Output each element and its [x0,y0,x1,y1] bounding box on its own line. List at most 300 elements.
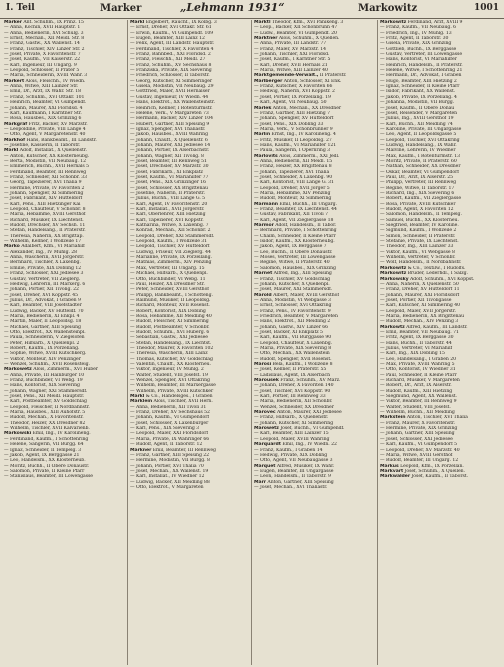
directory-entry: — Karl, Ing., XIX Döbling 15 [380,351,445,357]
directory-entry: — Josef, Bäcker, XI Enkplatz 5 [254,329,323,335]
directory-entry: Marklein Alois, Tischler, XVII Hern. [130,399,213,405]
directory-entry: — Chaim, Schneider, II Kleine Pfarr [254,233,336,239]
column-3 [254,20,374,665]
directory-entry: — Rudolf, Fleischer, XI Simmering [130,319,209,325]
directory-entry: — Wenzel, Schuhm., XVII Rosensteig. [4,362,90,367]
directory-entry: — Ernst, Mechan., XII Meidl. Str. 8 [4,36,85,42]
directory-entry: — Leop., Bäcker, XII Schönbrunn 47 [254,25,338,31]
directory-entry: — Mathias, Zimmerm., XIV Penzing [130,260,212,266]
directory-entry: — Johann, Maurer, XXI Floridsd. 4 [4,105,83,111]
directory-entry: — Heinrich, Kellner, I Rotenturmstr. [130,105,213,111]
directory-entry: — Samuel, Buchh., XX Klosterneu. [380,217,459,223]
directory-entry: — Josefine, Näherin, II Praterstr. [130,191,206,196]
directory-entry: — Josef, Schneider, X Laxenbg. 90 [254,174,333,180]
directory-entry: — Anna, Bedienerin, XII Tivoli 31 [130,404,207,410]
directory-entry: — Salomon, Private, II Kleine Pfarr [4,468,85,474]
directory-entry: — Max, Private, XVIII Währing 5 [380,362,455,367]
directory-entry: — Johann, Tapezierer, XVI Thalia [254,169,330,175]
directory-entry: — Theodor, Maurer, X Favoriten 102 [130,345,214,351]
directory-entry: — Erwin, Kaufm., VI Gumpendf. 109 [130,30,214,36]
directory-entry: — Moritz, Buchh., II Obere Donaustr. [4,463,90,469]
directory-entry: — Josef, Tischler, XVI Koppstr. 90 [254,388,331,394]
column-divider [251,20,252,665]
directory-entry: Marker Ant. Schuhm., IX Prinz. 15 [4,20,84,25]
directory-entry: — Karl, Pens., XIII Hietzinger Kai [4,201,81,207]
directory-entry: — Richard, Monteur, XVII Rosenst. [130,303,210,309]
directory-entry: — Wilhelm, Buchh., XII Meidling [380,410,455,416]
directory-entry: — Maria, Bedienerin, XX Brigittenau [380,313,465,319]
directory-entry: — Isidor, Fabrikant, XX Wallenst. [380,89,456,95]
column-divider [377,20,378,665]
directory-entry: — Josef, Mechan., XX Wallenst. 19 [130,468,209,474]
directory-entry: — Hermann, Dr., Advokat, I Graben [380,73,462,79]
directory-entry: — Jakob, Hausbes., XVIII Währing [130,132,208,138]
directory-entry: Marlovits Alois, Zimmerm., XXI Jedl. [254,153,340,159]
directory-entry: — Anna, Wäscherin, XVII Jörgerstr. [4,255,85,261]
directory-entry: — Maria, Private, IX Währinger 66 [130,436,210,442]
directory-entry: — Max, Kaufm., I Rotenturmstr. 13 [380,153,460,159]
directory-entry: — Ferdinand, Tischler, X Favoriten 4 [130,46,214,52]
directory-entry: — Ferdinand, Beamter, III Rennweg [4,169,87,175]
page-header [0,0,504,19]
part-label: I. Teil [6,3,35,13]
directory-entry: Markert Alois, Fleischh., IV Wiedn. [4,78,86,84]
directory-entry: — Franz, Pens., IV Favoritenstr. 9 [254,308,331,314]
directory-entry: Marosi Béla, Kaufm., I Wollzeile 8 [254,362,333,367]
directory-entry: — Robert, Kaufm., VII Zieglergasse [380,196,461,202]
directory-entry: — Josef, Pens., XII Meidl. Hauptstr. [4,394,85,400]
directory-entry: — Salomon, Hausbes., XIX Grinzing [254,265,336,271]
directory-entry: — Wilhelm, Tischler, XVII Kalvarienb. [4,426,90,432]
directory-entry: — Hermine, Private, IV Favoriten 2 [4,185,85,191]
directory-entry: — Leopoldine, Private, VIII Lange 4 [4,126,86,132]
directory-entry: — Wilhelm, Kellner, I Wollzeile 17 [4,239,82,245]
directory-entry: — Martin, Maler, II Leopoldsg. 18 [4,319,82,325]
directory-entry: — Karl, Kutscher, XI Simmering 40 [380,303,460,309]
directory-entry: — Helene, Verk., V Margareten 73 [130,110,209,116]
directory-entry: — Karl, Installat., IV Wiedner 12 [130,474,205,480]
directory-entry: — Hans, Elektrot., XII Meidling 2 [254,319,331,325]
directory-entry: — Leopold, Dreher, XV Märzstr. 40 [380,447,460,453]
directory-entry: — Josef, Kaufm., VII Kaiserstr. 22 [4,57,81,63]
directory-entry: Markvart Josef, Schuhm., X Quellen. [380,468,465,474]
directory-entry: — Anna, Köchin, XVII Hauptstr. 1 [4,25,81,31]
directory-entry: — Josef, Portier, IX Porzellang. 19 [254,94,331,100]
directory-entry: — Paul, Heizer, XX Dresdner Str. [130,281,205,287]
directory-entry: — Leopold, Dreher, XVII Jörger 5 [254,185,330,191]
directory-entry: Marousek Franz, Schuhm., XV März. [254,378,341,384]
directory-entry: — Otto, Agent, V Margaretenstr. 40 [4,132,86,138]
directory-entry: — Salomon, Handelsm., II Tempelg. [380,212,462,218]
directory-entry: — Rosa, Hausbes., XIX Grinzing 6 [4,116,82,122]
directory-entry: — Anna, Private, III Landstr. 77 [254,41,327,47]
directory-entry: — Raimund, Musiker, II Leopoldsg. [130,297,211,303]
directory-entry: — Georg, Kutscher, XI Simmeringer [130,78,213,84]
directory-entry: — Leopold, Fleischer, II Nordbahnstr. [4,404,90,410]
directory-entry: — Karl, Agent, IV Favoritenstr. 20 [130,201,208,207]
directory-entry: — Maria, Hausbes., XIII Auhofstr. 5 [4,410,86,416]
directory-entry: — Moses, Vertreter, III Löwengasse [254,255,336,261]
directory-entry: — Maria, Verk., V Schönbrunner 9 [254,126,333,132]
directory-entry: — Johann, Dreher, X Favoriten 140 [254,383,334,389]
directory-entry: — Leo, Handelsang., I Graben 20 [380,356,456,362]
directory-entry: — Robert, Dr., Arzt, IX Alserstr. [380,383,452,389]
directory-entry: — Siegmund, Agent, XX Wallenst. [380,394,457,400]
directory-entry: — Franz, Heizer, XX Brigittenau 8 [254,164,332,170]
directory-entry: — Johann, Spengler, XI Simmering [4,191,84,196]
directory-entry: — Ernst, Schlosser, XVI Ottakring [254,303,332,309]
directory-entry: — Konrad, Mechan., XII Schönbr. 2 [130,228,211,234]
directory-entry: Marowetz Josef, Buchh., VI Gumpendf. [254,426,345,432]
directory-entry: Markus Leopold, Kfm., IX Porzellan. [380,463,464,469]
directory-entry: Marktgemeinde-Verwalt., II Praterstr. [254,73,347,79]
directory-entry: — Theodor, Ing., XIII Lainzer 33 [380,244,454,250]
directory-entry: — Hubert, Gärtner, XIII Speising 9 [130,121,210,127]
directory-entry: — Karl, Dreher, XVII Hernals 21 [254,62,328,68]
directory-entry: — Karl, Installat., XVII Jörgerstr. [130,207,205,213]
directory-entry: — Franz, Maler, XV Märzstr. 14 [254,46,326,52]
directory-entry: — Moritz, Private, II Praterstr. 60 [380,158,457,164]
directory-entry: — Emil, Beamter, VII Neubaug. 71 [380,329,459,335]
directory-entry: — Josef, Schlosser, X Laxenburger [130,420,209,426]
directory-entry: — Gisela, Private, XIX Grinzing [380,41,452,47]
right-guide-word: Markowitz [358,3,418,14]
directory-entry: — Franz, Hilfsarb., X Quellenstr. [254,415,329,421]
directory-entry: — Karl, Kaufm., VI Gumpendorf 5 [380,442,458,448]
directory-entry: — Marianne, Private, IX Porzellang. [130,255,212,261]
directory-entry: — Maria, Hebamme, XIV Penzing [254,191,331,196]
directory-entry: — Philipp, Vertreter, III Rennweg [380,180,456,186]
directory-entry: — Gottfried, Maler, XVII Hernalser [130,89,210,95]
directory-entry: — Josef, Kaufm., II Obere Donau [380,105,455,111]
column-4 [380,20,500,665]
directory-entry: — Rosa, Private, XVIII Kutschker [380,201,456,207]
directory-entry: — Richard, Musiker, IX Liechtenst. [4,217,84,223]
directory-entry: — Johann, Gärtner, XIII Speising [380,431,455,437]
directory-entry: — Hans, Kontorist, XIX Sievering [4,383,80,389]
directory-entry: — Franziska, Private, XIX Sievering [130,68,212,74]
directory-entry: — Otto, Buchbinder, VI Webg. 11 [130,276,206,282]
left-guide-word: Marker [100,3,142,14]
directory-entry: — Josef, Kaufm., I Kärntner Str. 5 [254,57,331,63]
directory-entry: — Franz, Fleischh., XII Meidl. 27 [130,57,206,63]
directory-entry: — Hermann, Bäcker, XIV Linzer 104 [130,116,213,122]
directory-entry: — Helene, Witwe, I Schottenring 21 [380,68,463,74]
directory-entry: — Anton, Kutscher, XX Klosterneubg. [4,153,90,159]
directory-entry: — Karl, Agent, VII Zieglergasse 18 [254,217,334,223]
directory-entry: — Franz, Tischler, XIV Linzer Str. 2 [4,46,85,52]
directory-entry: — Jakob, Agent, IX Berggasse 7 [254,244,327,250]
directory-entry: Marnet Alfred, Ing., XIII Speising [254,271,332,277]
directory-entry: — Richard, Musiker, V Margareten [380,378,460,384]
directory-entry: — Johann, Portier, IX Alserbachstr. [130,148,210,154]
directory-entry: — Ignaz, Schneider, II Kleine Pfarr [380,84,460,90]
directory-entry: — Josef, Dreher, XVI Koppstr. 45 [4,292,78,298]
directory-entry: — Hedwig, Näherin, XVI Koppstr. 2 [254,89,335,95]
directory-entry: — Ernst, Dreher, XVI Ottakr. Str. 61 [130,25,212,31]
directory-entry: Marovec Anton, Maurer, XXI Jedlesee [254,410,342,416]
directory-entry: — Ludwig, Bäcker, XII Meidling 88 [130,479,210,485]
directory-entry: — Karl, Kaufm., VII Burggasse 90 [254,335,332,341]
directory-entry: — Leo, Handelsm., XX Klosterneub. [4,458,86,464]
directory-entry: — Ludwig, Bäcker, XV Hütteldf. 70 [4,308,84,314]
directory-entry: Marlin Ernst, Ing., IV Karolineng. 4 [254,132,336,138]
directory-entry: — Friedrich, Schlosser, II Taborstr. [130,73,210,79]
directory-entry: — Johann, Tischler, XXI Floridsd. [254,52,330,58]
directory-entry: — Josef, Fabrikarb., XI Enkplatz [130,169,203,175]
directory-entry: Markowitz & Co., Textilw., I Rudolfs. [380,265,466,271]
directory-entry: — Oskar, Beamter, VI Gumpendorf [380,169,459,175]
directory-entry: — Julius, Ing., XVIII Gersthof 19 [380,116,454,122]
directory-entry: — Leopold, Maler, XVIII Währing [254,436,330,442]
directory-entry: — Viktor, Ingenieur, IV Mühlg. 2 [130,367,204,373]
directory-entry: — Heinrich, Handelsm., II Praterstr. [380,62,463,68]
directory-entry: — Josef, Kellner, II Praterstr. 55 [254,367,327,373]
directory-entry: — Hedwig, Lehrerin, III Marxerg. 6 [4,281,86,287]
directory-entry: — Otto, Mechan., XX Wallenstein [254,351,330,357]
directory-entry: — Wilhelm, Beamter, III Marxergasse [130,383,216,389]
directory-entry: Markowitz Brüder, Lederhdl., I Salzg. [380,271,468,277]
directory-entry: — Karl, Beamter, VIII Josefstädter [4,303,82,309]
directory-entry: — Rudolf, Mechan., XIV Penzing 3 [380,319,459,325]
directory-entry: — Josef, Private, X Favoritenstr. 7 [4,52,81,58]
directory-entry: — Gustav, Vertreter, III Löwengasse [380,52,463,58]
directory-entry: — Hans, Kontorist, VI Mariahilfer [380,57,457,63]
directory-entry: — Leopold, Kaufm., I Wollzeile 31 [130,239,208,245]
directory-entry: — Ladislaus, Agent, IX Alserbach [254,372,330,378]
directory-entry: — Regine, Witwe, II Taborstr. 17 [380,185,455,191]
directory-entry: — Wenzel, Spengler, XVI Ottakring [130,378,210,384]
directory-entry: — Heinrich, Beamter, VI Gumpendf. [4,100,87,106]
directory-entry: — Siegfried, Beamter, IV Karoline. [380,223,459,229]
directory-entry: — Friedrich, Ing., IV Mühlg. 13 [380,30,452,36]
directory-entry: — Stanislaus, Beamter, III Löwengasse [4,474,93,480]
directory-entry: — Paula, Schneiderin, V Ziegelofen [4,335,85,341]
directory-entry: — Wilhelm, Private, XVIII Kutschker [130,388,214,394]
directory-entry: — Josef, Pens., XIX Grinzinger 16 [130,180,206,186]
directory-entry: — Josefine, Kassierin, II Taborstr. [4,142,81,148]
directory-entry: Markstein Anton, Tischler, XVI Thalia [380,415,468,421]
directory-entry: — Anna, Bedienerin, XII Meidl. 15 [254,158,333,164]
directory-entry: Markowski Emil, Ing., IV Karolineng. [4,431,91,437]
directory-entry: — Otto, Elektrot., XX Wallensteinpl. [4,329,86,335]
directory-entry: Marktl Theodor, Kfm., XVI Panikeng. 3 [254,20,344,25]
directory-entry: — Josef, Portier, XII Tivoligasse [380,297,452,303]
directory-entry: — Karl, Postbeamter, XV Goldschlag [4,399,87,405]
directory-entry: — Julius, Buchh., VIII Lange G. 5 [130,196,206,202]
directory-entry: — Stefanie, Private, IX Liechtenst. [380,239,459,245]
directory-entry: — Leopold, Maler, XVII Jörgerstr. [380,308,456,314]
directory-entry: — Rosa, Hebamme, XII Meidling 40 [130,313,212,319]
directory-entry: — Hugo, Beamter, XIII Hietzing 2 [380,78,457,84]
directory-entry: Markner Emil, Beamter, III Rennweg [130,447,216,453]
directory-entry: — Ludwig, Handelsang., IX Währ. [380,142,457,148]
directory-entry: — Johann, Chauff., X Quellenstr. 6 [130,137,208,143]
directory-entry: — Franz, Tischler, XV Goldschlag [254,276,331,282]
directory-entry: — Hedwig, Private, XIX Döbling [254,452,328,458]
directory-entry: — Leopold, Schlosser, II Prater 5 [4,68,80,74]
directory-entry: — Anna, Private, III Hainburger 10 [4,372,85,378]
directory-entry: — Hermine, Private, XIX Grinzing [380,426,458,432]
directory-entry: — Leo, Agent, II Leopoldsgasse 5 [380,132,457,138]
directory-entry: — Bernhard, Private, I Schottenring [254,228,337,234]
directory-entry: — Franz, Kaufm., VII Neubaug. 6 [380,25,457,31]
directory-entry: — Josef, Reisender, V Margareten [380,110,458,116]
directory-entry: — Franz, Schlosser, XXI Jedlesee 3 [4,271,84,277]
directory-entry: — Rudolf, Spengler, XVII Rosenst. [254,356,332,362]
directory-entry: — Josef, Mechan., XVI Thaliastr. [254,484,328,490]
directory-entry: — Karl, Buchh., XII Meidling 74 [380,121,453,127]
directory-entry: — Maria, Bedienerin, XII Schönbr. [254,399,333,405]
directory-entry: — Friedrich, Beamter, V Margareten [254,313,338,319]
directory-entry: Markwalder Josef, Kaufm., II Taborst. [380,474,469,480]
directory-entry: — Berta, Modistin, VII Neubaug. 12 [4,158,87,164]
directory-entry: — Theresia, Näherin, XX Brigittap. [4,233,84,239]
directory-entry: — Josef, Maurer, XXI Stammersdf. [254,287,332,293]
directory-entry: — Maria, Witwe, XVIII Gersthof [380,452,453,458]
directory-entry: — Franz, Beamter, IX Liechtenst. 44 [254,207,337,213]
directory-entry: — Wenzel, Schneider, XX Dresdner [254,404,334,410]
directory-entry: — Georg, Tapezierer, XVI Thalia 9 [4,180,82,186]
directory-entry: — Emmerich, Buchh., XVII Hernals 5 [4,164,89,170]
directory-entry: — Maria, Hebamme, XVIII Gersthof [4,212,86,218]
directory-entry: — Franz, Gärtner, XIII Speising 22 [130,452,209,458]
directory-entry: — Anna, Witwe, XIII Lainzer Str. [4,84,79,90]
directory-entry: — Nathan, Schneider, XX Dresdner [380,164,461,170]
directory-entry: — Franz, Schuhm., XVI Ottakr. 101 [4,94,85,100]
directory-entry: — Rudolf, Agent, X Favoriten 12 [380,207,454,213]
directory-entry: — Gustav, Vertreter, VII Zieglerg. [4,276,81,282]
directory-entry: — Franz, Bahnbed., XXI Floridsd. 2 [130,52,211,58]
directory-entry: — Viktor, Beamter, III Rennweg 9 [380,399,457,405]
directory-entry: — Leon, Handelsm., II Taborstr. 9 [254,474,331,480]
directory-entry: — Josef, Fabrikant, XIV Hütteldorf [4,196,83,202]
directory-entry: — Karl, Oberlehrer, XIII Hietzing [130,212,206,218]
directory-entry: — Karl, Tapezierer, XVI Koppstr. [130,217,204,223]
directory-entry: — Karl, Agent, VII Neubaug. 50 [254,100,327,106]
directory-entry: — Hans, Buchh., II Taborstr. 44 [380,340,452,346]
directory-entry: — Fritz, Musiker, II Leopoldsg. 27 [254,137,332,143]
directory-entry: — Robert, Kaufm., IX Porzellang. [4,345,80,351]
directory-entry: — Josef, Pens., XIX Döbling 33 [254,121,324,127]
directory-entry: Markgraf Fritz, Bäcker, XV Märzstr. [4,121,88,127]
directory-entry: — Helene, Sängerin, VII Burgg. 64 [4,442,84,448]
directory-entry: — Rudolf, Kaufm., XIII Hietzing [380,388,453,394]
directory-entry: Marktner Alois, Schuhm., X Quellen. [254,36,340,42]
directory-entry: — Gisela, Modistin, VII Neubaug. 29 [130,84,214,90]
directory-entry: — Fritz, Agent, II Taborstr. 30 [380,36,449,42]
directory-entry: — Ignaz, Schneider, II Tempelg. 3 [4,447,82,453]
directory-entry: Markhof Hans, Bankbeamt., III Landstr. [4,137,97,143]
directory-entry: — Peter, Hilfsarb., X Quellenpl. 2 [4,340,80,346]
directory-entry: Markowetz Alois, Zimmerm., XVI Huber [4,367,98,373]
directory-entry: — Josef, Schlosser, XX Brigittenau [130,185,208,191]
directory-entry: — Alexander, Ing., IV Mühlg. 28 [4,249,78,255]
directory-entry: — Franz, Kaufm., I Graben 14 [254,447,323,453]
directory-entry: — Regine, Witwe, II Praterstr. 40 [254,260,330,266]
directory-entry: — Maria, Schneiderin, XVIII Währ. 3 [4,73,88,79]
directory-entry: — Franz, Kutscher, X Favoriten 66 [254,84,333,90]
directory-entry: — Maria, Private, XIX Sievering 8 [254,345,332,351]
directory-entry: — Malvine, Lehrerin, IV Wiedner [380,148,456,154]
directory-entry: — Eugen, Beamter, XIII Lainz 12 [130,36,205,42]
directory-entry: — Johann, Wagner, XII Tivolig. 8 [130,153,204,159]
directory-entry: — Paul, Schneider, II Kleine Pfarr [380,372,457,378]
directory-entry: — Walter, Student, VIII Josefst. 19 [130,372,208,378]
directory-entry: — Karoline, Private, III Ungargasse [380,126,462,132]
directory-entry: — Gustav, Fabrikant, XII Tivoli 7 [254,212,328,218]
directory-entry: — Valentin, Chauff., XX Klosterneu. [130,362,211,367]
directory-entry: Markl Adolf, Installat., X Quellenstr. [4,148,87,154]
directory-entry: — Karl, Kontorist, VIII Lange G. 31 [254,180,334,186]
directory-entry: — Jakob, Private, IX Porzellang. 4 [380,94,457,100]
directory-entry: Marquardt Emil, Ing., IV Wiedn. 22 [254,442,337,448]
directory-entry: — Sophie, Witwe, XVIII Kutschkerg. [4,351,87,357]
directory-entry: Markl & Co., Handelsges., I Graben [130,394,213,400]
directory-entry: — Julius, Dr., Advokat, I Graben 9 [4,297,81,303]
directory-entry: — Leopold, Tischler, XVI Ottakring [380,137,460,143]
directory-entry: Markowtz Alfred, Kaufm., III Landstr. [380,324,468,330]
directory-entry: — Johann, Spengler, XV Hütteldorf [254,116,334,122]
directory-entry: — Bernhard, Tischler, X Laxenbg. [4,260,81,266]
directory-entry: Markowsky Adolf, Schuhm., XVI Koppst. [380,276,475,282]
directory-entry: — Sigmund, Kaufm., I Wollzeile 2 [380,228,457,234]
directory-entry: — Franz, Schneider, XII Schönbr. 33 [4,174,87,180]
directory-entry: — Gottlieb, Buchh., IX Berggasse [380,46,457,52]
directory-entry: — Leopold, Chauffeur, V Schönbr. 8 [4,207,86,213]
directory-entry: — Franz, Gastw., XX Wallenst. 14 [4,41,80,47]
directory-entry: — Rudolf, Beamter, III Ungarg. 12 [380,458,459,464]
directory-entry: — Paula, Sängerin, I Opernring 3 [254,148,331,154]
directory-entry: — Simon, Schneider, II Praterstr. [380,233,456,239]
directory-entry: — Stefan, Handelsang., II Praterstr. [4,228,86,234]
directory-entry: — Johann, Portier, XII Tivolig. 22 [4,287,79,293]
directory-entry: — Rudolf, Monteur, XI Simmering [254,196,332,202]
directory-entry: — Leopold, Dreher, XXI Stammersdf. [130,233,215,239]
directory-entry: — Philipp, Bankbeamt., I Schotteng. [130,292,213,298]
directory-entry: — Emilie, Private, XIX Döbling 12 [4,265,82,271]
column-2 [130,20,248,665]
directory-entry: — Ferdinand, Kaufm., I Schottenring [4,436,89,442]
directory-entry: — Josef, Drechsler, XV Märzstr. 30 [130,164,209,170]
directory-entry: — Johann, Kutscher, XI Simmering [254,420,334,426]
directory-entry: — Katharina, Witwe, X Laxenbg. 7 [130,223,209,229]
directory-entry: — Leo, Buchh., II Obere Donaustr. [254,249,333,255]
directory-entry: — Otto, Elektrot., V Margareten [130,484,204,490]
directory-entry: — Johann, Kutscher, X Quellenpl. [254,281,330,287]
directory-entry: Markowitz Ferdinand, Arzt, XVIII 9 [380,20,463,25]
directory-entry: — Max, Vertreter, III Ungarg. 15 [130,265,205,271]
directory-entry: — Franz, Gärtner, XIII Hietzing 7 [254,110,330,116]
directory-entry: — Felix, Agent, III Landstr. Hauptstr. [130,41,215,47]
directory-entry: — Anna, Bedienerin, XVI Schulg. 3 [4,30,84,36]
directory-entry: — Rudolf, Postbeamter, V Schönbr. [130,324,210,330]
directory-entry: — Rudolf, Mechan., X Favoritenstr. [4,415,84,421]
directory-entry: — Johann, Maurer, XXI Jedlesee 14 [130,142,211,148]
directory-entry: — Franz, Dreher, XV Hütteldorf 11 [380,287,460,293]
directory-entry: Marko Adalbert, Kfm., VI Mariahilf [4,244,85,250]
directory-entry: — Theodor, Heizer, XX Dresdner 82 [4,420,86,426]
directory-entry: — Wolf, Handelsm., II Nordbahnstr. [380,260,462,266]
directory-entry: — Michael, Gärtner, XIII Speising [4,324,81,330]
directory-entry: — Rudolf, Agent, II Taborstr. 12 [130,442,203,448]
column-divider [127,20,128,665]
directory-entry: — Hans, Kaufm., VI Mariahilfer 121 [254,142,337,148]
directory-entry: — Franz, Dreher, XV Sechshaus 52 [130,410,210,416]
directory-entry: — Isidor, Kaufm., XX Klosterneubg. [254,239,335,245]
directory-entry: — Hermine, Modistin, VII Burgg. 8 [130,458,210,464]
directory-entry: — Viktor, Kaufm., VI Webgasse 8 [380,249,455,255]
